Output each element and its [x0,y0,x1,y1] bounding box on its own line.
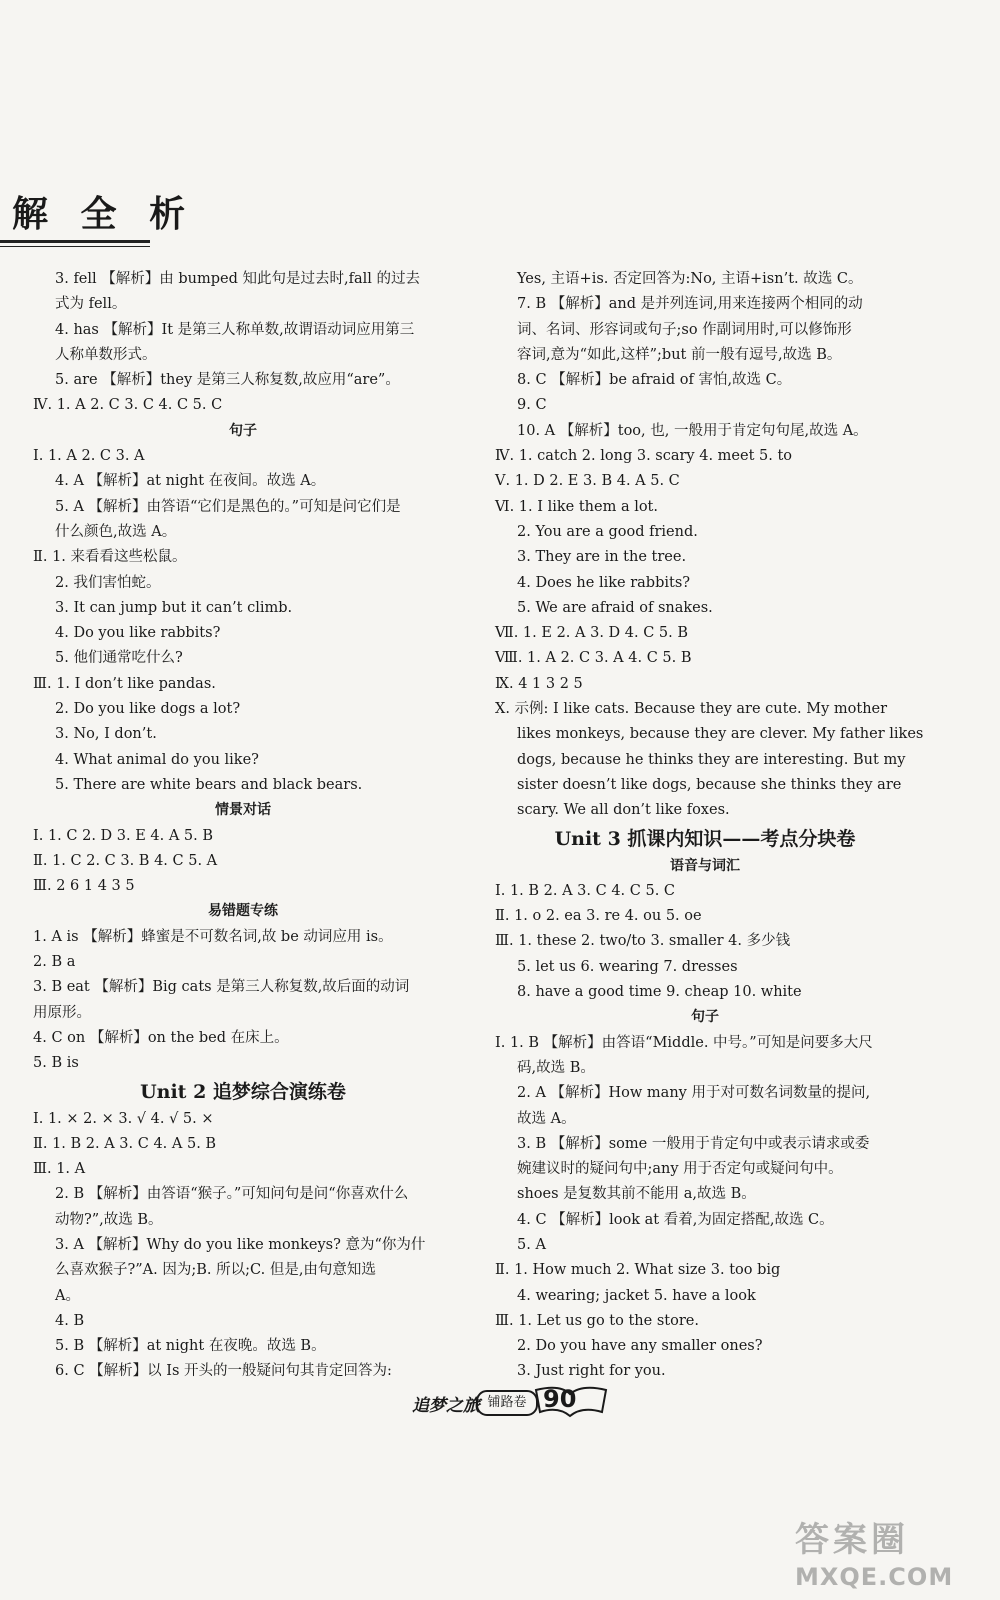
answer-line: 8. C 【解析】be afraid of 害怕,故选 C。 [517,372,792,389]
answer-line: 1. A is 【解析】蜂蜜是不可数名词,故 be 动词应用 is。 [33,928,393,945]
answer-line: sister doesn’t like dogs, because she thinks they are [517,776,902,793]
answer-line: Yes, 主语+is. 否定回答为:No, 主语+isn’t. 故选 C。 [517,271,863,287]
answer-line: 3. B eat 【解析】Big cats 是第三人称复数,故后面的动词 [33,979,410,996]
answer-line: Ⅳ. 1. A 2. C 3. C 4. C 5. C [33,397,223,414]
answer-line: 3. Just right for you. [517,1363,666,1380]
answer-line: 5. A [517,1236,546,1253]
unit-heading: Unit 3 抓课内知识——考点分块卷 [554,827,856,850]
answer-line: 什么颜色,故选 A。 [55,523,177,540]
footer-series-badge: 铺路卷 [476,1390,538,1416]
answer-line: Ⅰ. 1. B 2. A 3. C 4. C 5. C [495,882,676,899]
answer-line: Ⅴ. 1. D 2. E 3. B 4. A 5. C [495,473,680,490]
answer-line: 5. let us 6. wearing 7. dresses [517,958,738,975]
answer-line: 2. 我们害怕蛇。 [55,574,161,591]
header-rule-thin [0,246,150,247]
answer-line: 3. fell 【解析】由 bumped 知此句是过去时,fall 的过去 [55,271,421,287]
answer-line: 3. B 【解析】some 一般用于肯定句中或表示请求或委 [517,1135,870,1152]
answer-line: 4. Do you like rabbits? [55,625,221,642]
answer-line: 2. A 【解析】How many 用于对可数名词数量的提问, [517,1085,871,1102]
answer-line: Ⅲ. 1. these 2. two/to 3. smaller 4. 多少钱 [495,933,791,950]
answer-line: Ⅹ. 示例: I like cats. Because they are cute. My mother [495,701,888,718]
section-title: 解 全 析 [12,194,196,235]
left-answer-column [33,267,453,1385]
answer-line: dogs, because he thinks they are interesting. But my [517,751,906,768]
answer-line: 8. have a good time 9. cheap 10. white [517,984,802,1001]
answer-line: Ⅲ. 1. A [33,1161,86,1178]
answer-line: 3. No, I don’t. [55,726,157,743]
answer-line: 4. has 【解析】It 是第三人称单数,故谓语动词应用第三 [55,321,415,338]
answer-line: 9. C [517,397,547,414]
answer-line: 4. C 【解析】look at 看着,为固定搭配,故选 C。 [517,1211,834,1228]
answer-line: 2. B a [33,954,76,971]
answer-line: 10. A 【解析】too, 也, 一般用于肯定句句尾,故选 A。 [517,422,868,439]
answer-line: A。 [55,1287,80,1304]
answer-line: Ⅲ. 2 6 1 4 3 5 [33,878,135,895]
answer-line: 5. B 【解析】at night 在夜晚。故选 B。 [55,1338,326,1355]
answer-line: likes monkeys, because they are clever. My father likes [517,726,924,743]
answer-line: Ⅱ. 1. 来看看这些松鼠。 [33,549,187,566]
watermark [795,1512,970,1592]
answer-line: 5. There are white bears and black bears. [55,776,363,793]
answer-line: 5. A 【解析】由答语“它们是黑色的。”可知是问它们是 [55,498,401,515]
answer-line: Ⅱ. 1. C 2. C 3. B 4. C 5. A [33,852,218,869]
answer-line: 2. Do you like dogs a lot? [55,701,241,718]
answer-line: 4. What animal do you like? [55,751,259,768]
answer-line: 词、名词、形容词或句子;so 作副词用时,可以修饰形 [517,321,852,338]
answer-line: 婉建议时的疑问句中;any 用于否定句或疑问句中。 [517,1161,843,1178]
answer-line: Ⅱ. 1. o 2. ea 3. re 4. ou 5. oe [495,908,702,925]
page-number: 90 [543,1385,577,1413]
answer-line: 2. Do you have any smaller ones? [517,1338,763,1355]
answer-line: 用原形。 [33,1004,91,1021]
footer-brand: 追梦之旅 [412,1396,480,1416]
answer-line: 2. You are a good friend. [517,523,698,540]
answer-line: 7. B 【解析】and 是并列连词,用来连接两个相同的动 [517,296,863,313]
answer-line: Ⅰ. 1. C 2. D 3. E 4. A 5. B [33,827,214,844]
answer-line: 5. We are afraid of snakes. [517,599,713,616]
answer-line: Ⅸ. 4 1 3 2 5 [495,675,583,692]
answer-line: Ⅳ. 1. catch 2. long 3. scary 4. meet 5. to [495,448,793,465]
answer-line: Ⅲ. 1. Let us go to the store. [495,1312,699,1329]
answer-line: Ⅰ. 1. × 2. × 3. √ 4. √ 5. × [33,1110,214,1127]
answer-line: Ⅵ. 1. I like them a lot. [495,498,658,515]
answer-line: shoes 是复数其前不能用 a,故选 B。 [517,1186,756,1203]
answer-line: 4. A 【解析】at night 在夜间。故选 A。 [55,473,326,490]
header-rule [0,240,150,243]
answer-line: 6. C 【解析】以 Is 开头的一般疑问句其肯定回答为: [55,1363,392,1380]
answer-line: 人称单数形式。 [55,346,157,363]
answer-line: 3. It can jump but it can’t climb. [55,599,293,616]
answer-line: 3. They are in the tree. [517,549,687,566]
watermark-domain: MXQE.COM [795,1563,954,1591]
answer-line: 5. B is [33,1055,79,1072]
answer-line: 3. A 【解析】Why do you like monkeys? 意为“你为什 [55,1236,426,1253]
answer-line: 4. wearing; jacket 5. have a look [517,1287,756,1304]
answer-line: 容词,意为“如此,这样”;but 前一般有逗号,故选 B。 [517,346,842,363]
right-answer-column [495,267,924,1385]
answer-line: 5. are 【解析】they 是第三人称复数,故应用“are”。 [55,372,400,389]
answer-line: Ⅷ. 1. A 2. C 3. A 4. C 5. B [495,650,692,667]
answer-line: Ⅲ. 1. I don’t like pandas. [33,675,216,692]
answer-line: 4. B [55,1312,85,1329]
answer-line: Ⅱ. 1. B 2. A 3. C 4. A 5. B [33,1135,217,1152]
page-footer [0,1382,1000,1426]
answer-line: 5. 他们通常吃什么? [55,650,183,667]
answer-line: Ⅰ. 1. B 【解析】由答语“Middle. 中号。”可知是问要多大尺 [495,1034,873,1051]
answer-line: Ⅱ. 1. How much 2. What size 3. too big [495,1262,781,1279]
watermark-logo-text: 答案圈 [795,1520,909,1560]
answer-line: 动物?”,故选 B。 [55,1211,163,1228]
answer-line: 4. Does he like rabbits? [517,574,691,591]
section-heading: 句子 [691,1009,719,1026]
answer-line: 2. B 【解析】由答语“猴子。”可知问句是问“你喜欢什么 [55,1186,409,1203]
answer-line: Ⅶ. 1. E 2. A 3. D 4. C 5. B [495,625,689,642]
section-heading: 情景对话 [215,802,271,819]
section-heading: 语音与词汇 [670,857,740,874]
answer-line: 4. C on 【解析】on the bed 在床上。 [33,1029,289,1046]
answer-line: 么喜欢猴子?”A. 因为;B. 所以;C. 但是,由句意知选 [55,1262,376,1279]
answer-line: 式为 fell。 [55,296,127,313]
unit-heading: Unit 2 追梦综合演练卷 [140,1080,346,1103]
answer-line: 码,故选 B。 [517,1059,595,1076]
answer-line: scary. We all don’t like foxes. [517,802,730,819]
section-heading: 易错题专练 [208,903,278,920]
section-heading: 句子 [229,422,257,439]
answer-line: 故选 A。 [517,1110,576,1127]
answer-line: Ⅰ. 1. A 2. C 3. A [33,448,145,465]
